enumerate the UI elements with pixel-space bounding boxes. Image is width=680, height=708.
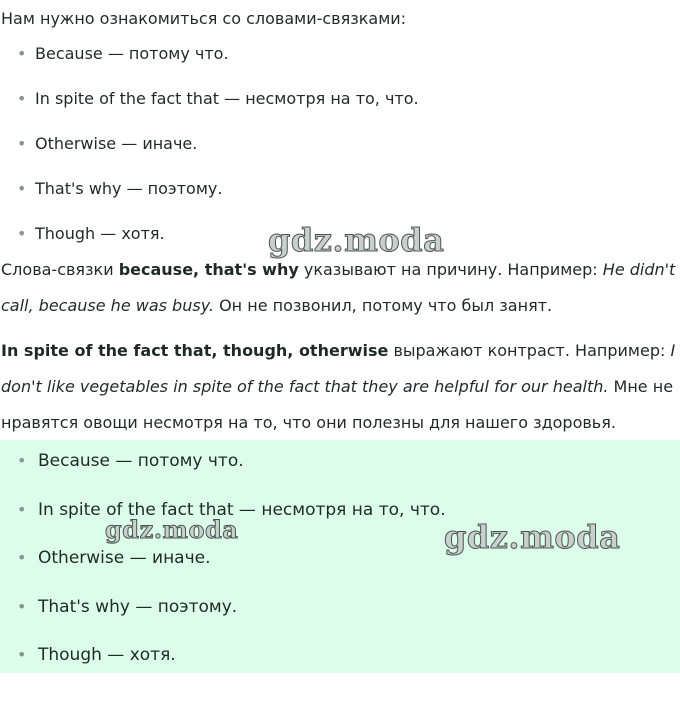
linking-words-list	[0, 42, 419, 267]
list-item	[0, 545, 446, 594]
list-item	[0, 448, 446, 497]
list-item-text: In spite of the fact that — несмотря на то, что.	[38, 499, 446, 520]
paragraph-bold-terms: because, that's why	[118, 260, 299, 279]
answer-list	[0, 448, 446, 691]
paragraph-example: I don't like vegetables in spite of the fact that they are helpful for our health.	[1, 341, 676, 396]
paragraph-lead: Слова-связки	[1, 260, 119, 279]
list-item	[0, 87, 419, 132]
bullet-icon: •	[17, 548, 27, 567]
bullet-icon: •	[17, 89, 27, 108]
paragraph-middle: выражают контраст. Например:	[388, 341, 671, 360]
list-item	[0, 594, 446, 643]
bullet-icon: •	[17, 645, 27, 664]
paragraph-example: He didn't call, because he was busy.	[1, 260, 676, 315]
list-item	[0, 497, 446, 546]
list-item-text: Though — хотя.	[38, 645, 176, 665]
bullet-icon: •	[17, 134, 27, 153]
list-item	[0, 642, 446, 691]
paragraph-translation: Мне не нравятся овощи несмотря на то, что они полезны для нашего здоровья.	[1, 377, 674, 432]
list-item-text: Though — хотя.	[35, 224, 165, 243]
list-item-text: Because — потому что.	[38, 451, 244, 471]
watermark-logo: gdz.moda	[444, 518, 621, 556]
list-item	[0, 177, 419, 222]
paragraph-translation: Он не позвонил, потому что был занят.	[214, 296, 553, 315]
paragraph-bold-terms: In spite of the fact that, though, otherwise	[1, 341, 389, 360]
watermark-logo: gdz.moda	[105, 515, 239, 544]
list-item-text: That's why — поэтому.	[35, 179, 223, 198]
bullet-icon: •	[17, 224, 27, 243]
cause-paragraph	[1, 252, 677, 324]
list-item-text: Otherwise — иначе.	[38, 548, 211, 568]
intro-text: Нам нужно ознакомиться со словами-связками:	[1, 9, 407, 28]
list-item-text: Because — потому что.	[35, 44, 229, 63]
contrast-paragraph	[1, 333, 677, 441]
paragraph-middle: указывают на причину. Например:	[298, 260, 603, 279]
bullet-icon: •	[17, 44, 27, 63]
watermark-logo: gdz.moda	[268, 221, 445, 259]
bullet-icon: •	[17, 179, 27, 198]
bullet-icon: •	[17, 451, 27, 470]
list-item	[0, 132, 419, 177]
list-item	[0, 42, 419, 87]
bullet-icon: •	[17, 499, 27, 519]
list-item-text: Otherwise — иначе.	[35, 134, 198, 153]
list-item-text: That's why — поэтому.	[38, 596, 238, 617]
bullet-icon: •	[17, 596, 27, 616]
list-item-text: In spite of the fact that — несмотря на то, что.	[35, 89, 419, 108]
